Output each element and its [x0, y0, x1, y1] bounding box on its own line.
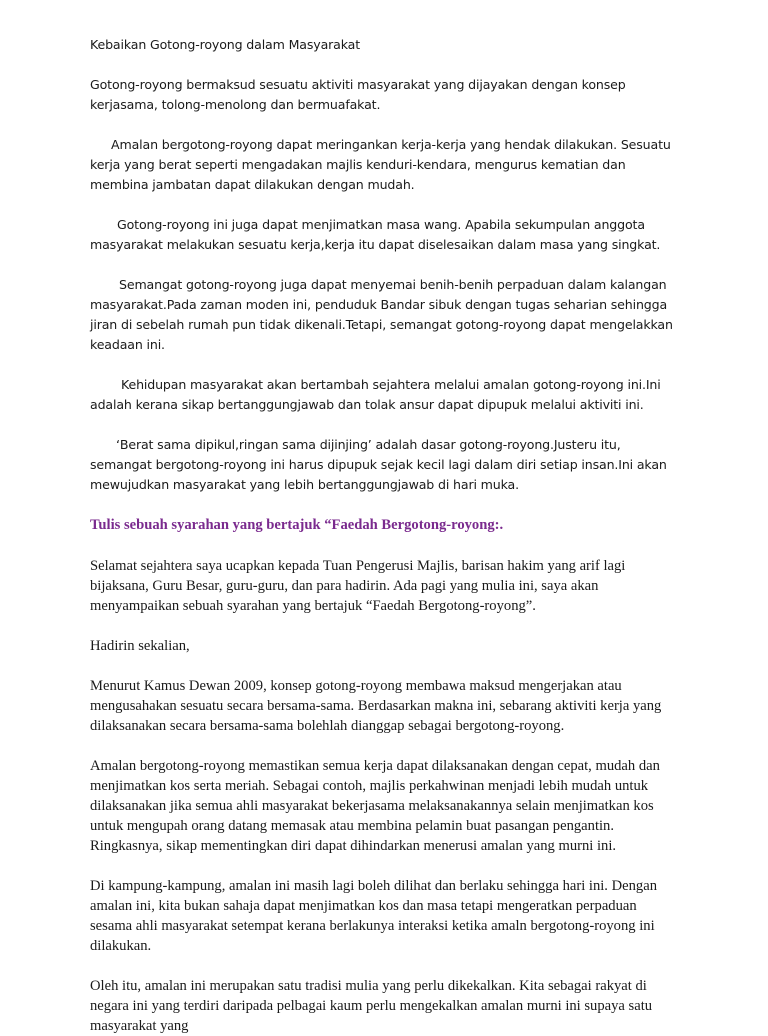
speech-benefits: Amalan bergotong-royong memastikan semua kerja dapat dilaksanakan dengan cepat, mudah dan menjimatkan kos serta meriah. Sebagai contoh, majlis perkahwinan menjadi lebih mudah untuk dilaksanakan jika semua ahli masyarakat bekerjasama melaksanakannya selain menjimatkan kos untuk mengupah orang datang memasak atau membina pelamin buat pasangan pengantin. Ringkasnya, sikap mementingkan diri dapat dihindarkan menerusi amalan yang murni ini. [90, 758, 660, 854]
paragraph-save-time-money: Gotong-royong ini juga dapat menjimatkan masa wang. Apabila sekumpulan anggota masyarakat melakukan sesuatu kerja,kerja itu dapat diselesaikan dalam masa yang singkat. [90, 217, 661, 252]
paragraph-unity: Semangat gotong-royong juga dapat menyemai benih-benih perpaduan dalam kalangan masyarakat.Pada zaman moden ini, penduduk Bandar sibuk dengan tugas seharian sehingga jiran di sebelah rumah pun tidak dikenali.Tetapi, semangat gotong-royong dapat mengelakkan keadaan ini. [90, 277, 673, 352]
speech-definition: Menurut Kamus Dewan 2009, konsep gotong-royong membawa maksud mengerjakan atau mengusahakan sesuatu secara bersama-sama. Berdasarkan makna ini, sebarang aktiviti kerja yang dilaksanakan secara bersama-sama bolehlah dianggap sebagai bergotong-royong. [90, 678, 662, 734]
paragraph-prosperity: Kehidupan masyarakat akan bertambah sejahtera melalui amalan gotong-royong ini.Ini adalah kerana sikap bertanggungjawab dan tolak ansur dapat dipupuk melalui aktiviti ini. [90, 377, 661, 412]
document-title: Kebaikan Gotong-royong dalam Masyarakat [90, 37, 361, 52]
paragraph-lighten-work: Amalan bergotong-royong dapat meringankan kerja-kerja yang hendak dilakukan. Sesuatu kerja yang berat seperti mengadakan majlis kenduri-kendara, mengurus kematian dan membina jambatan dapat dilakukan dengan mudah. [90, 137, 671, 192]
speech-conclusion: Oleh itu, amalan ini merupakan satu tradisi mulia yang perlu dikekalkan. Kita sebagai rakyat di negara ini yang terdiri daripada pelbagai kaum perlu mengekalkan amalan murni ini supaya satu masyarakat yang [90, 978, 653, 1034]
speech-address: Hadirin sekalian, [90, 638, 190, 654]
speech-greeting: Selamat sejahtera saya ucapkan kepada Tuan Pengerusi Majlis, barisan hakim yang arif lagi bijaksana, Guru Besar, guru-guru, dan para hadirin. Ada pagi yang mulia ini, saya akan menyampaikan sebuah syarahan yang bertajuk “Faedah Bergotong-royong”. [90, 558, 626, 614]
speech-villages: Di kampung-kampung, amalan ini masih lagi boleh dilihat dan berlaku sehingga hari ini. Dengan amalan ini, kita bukan sahaja dapat menjimatkan kos dan masa tetapi mengeratkan perpaduan sesama ahli masyarakat setempat kerana berlakunya interaksi ketika amaln bergotong-royong ini dilakukan. [90, 878, 657, 954]
paragraph-definition: Gotong-royong bermaksud sesuatu aktiviti masyarakat yang dijayakan dengan konsep kerjasama, tolong-menolong dan bermuafakat. [90, 77, 626, 112]
speech-heading: Tulis sebuah syarahan yang bertajuk “Faedah Bergotong-royong:. [90, 517, 504, 533]
paragraph-proverb: ‘Berat sama dipikul,ringan sama dijinjing’ adalah dasar gotong-royong.Justeru itu, semangat bergotong-royong ini harus dipupuk sejak kecil lagi dalam diri setiap insan.Ini akan mewujudkan masyarakat yang lebih bertanggungjawab di hari muka. [90, 437, 667, 492]
